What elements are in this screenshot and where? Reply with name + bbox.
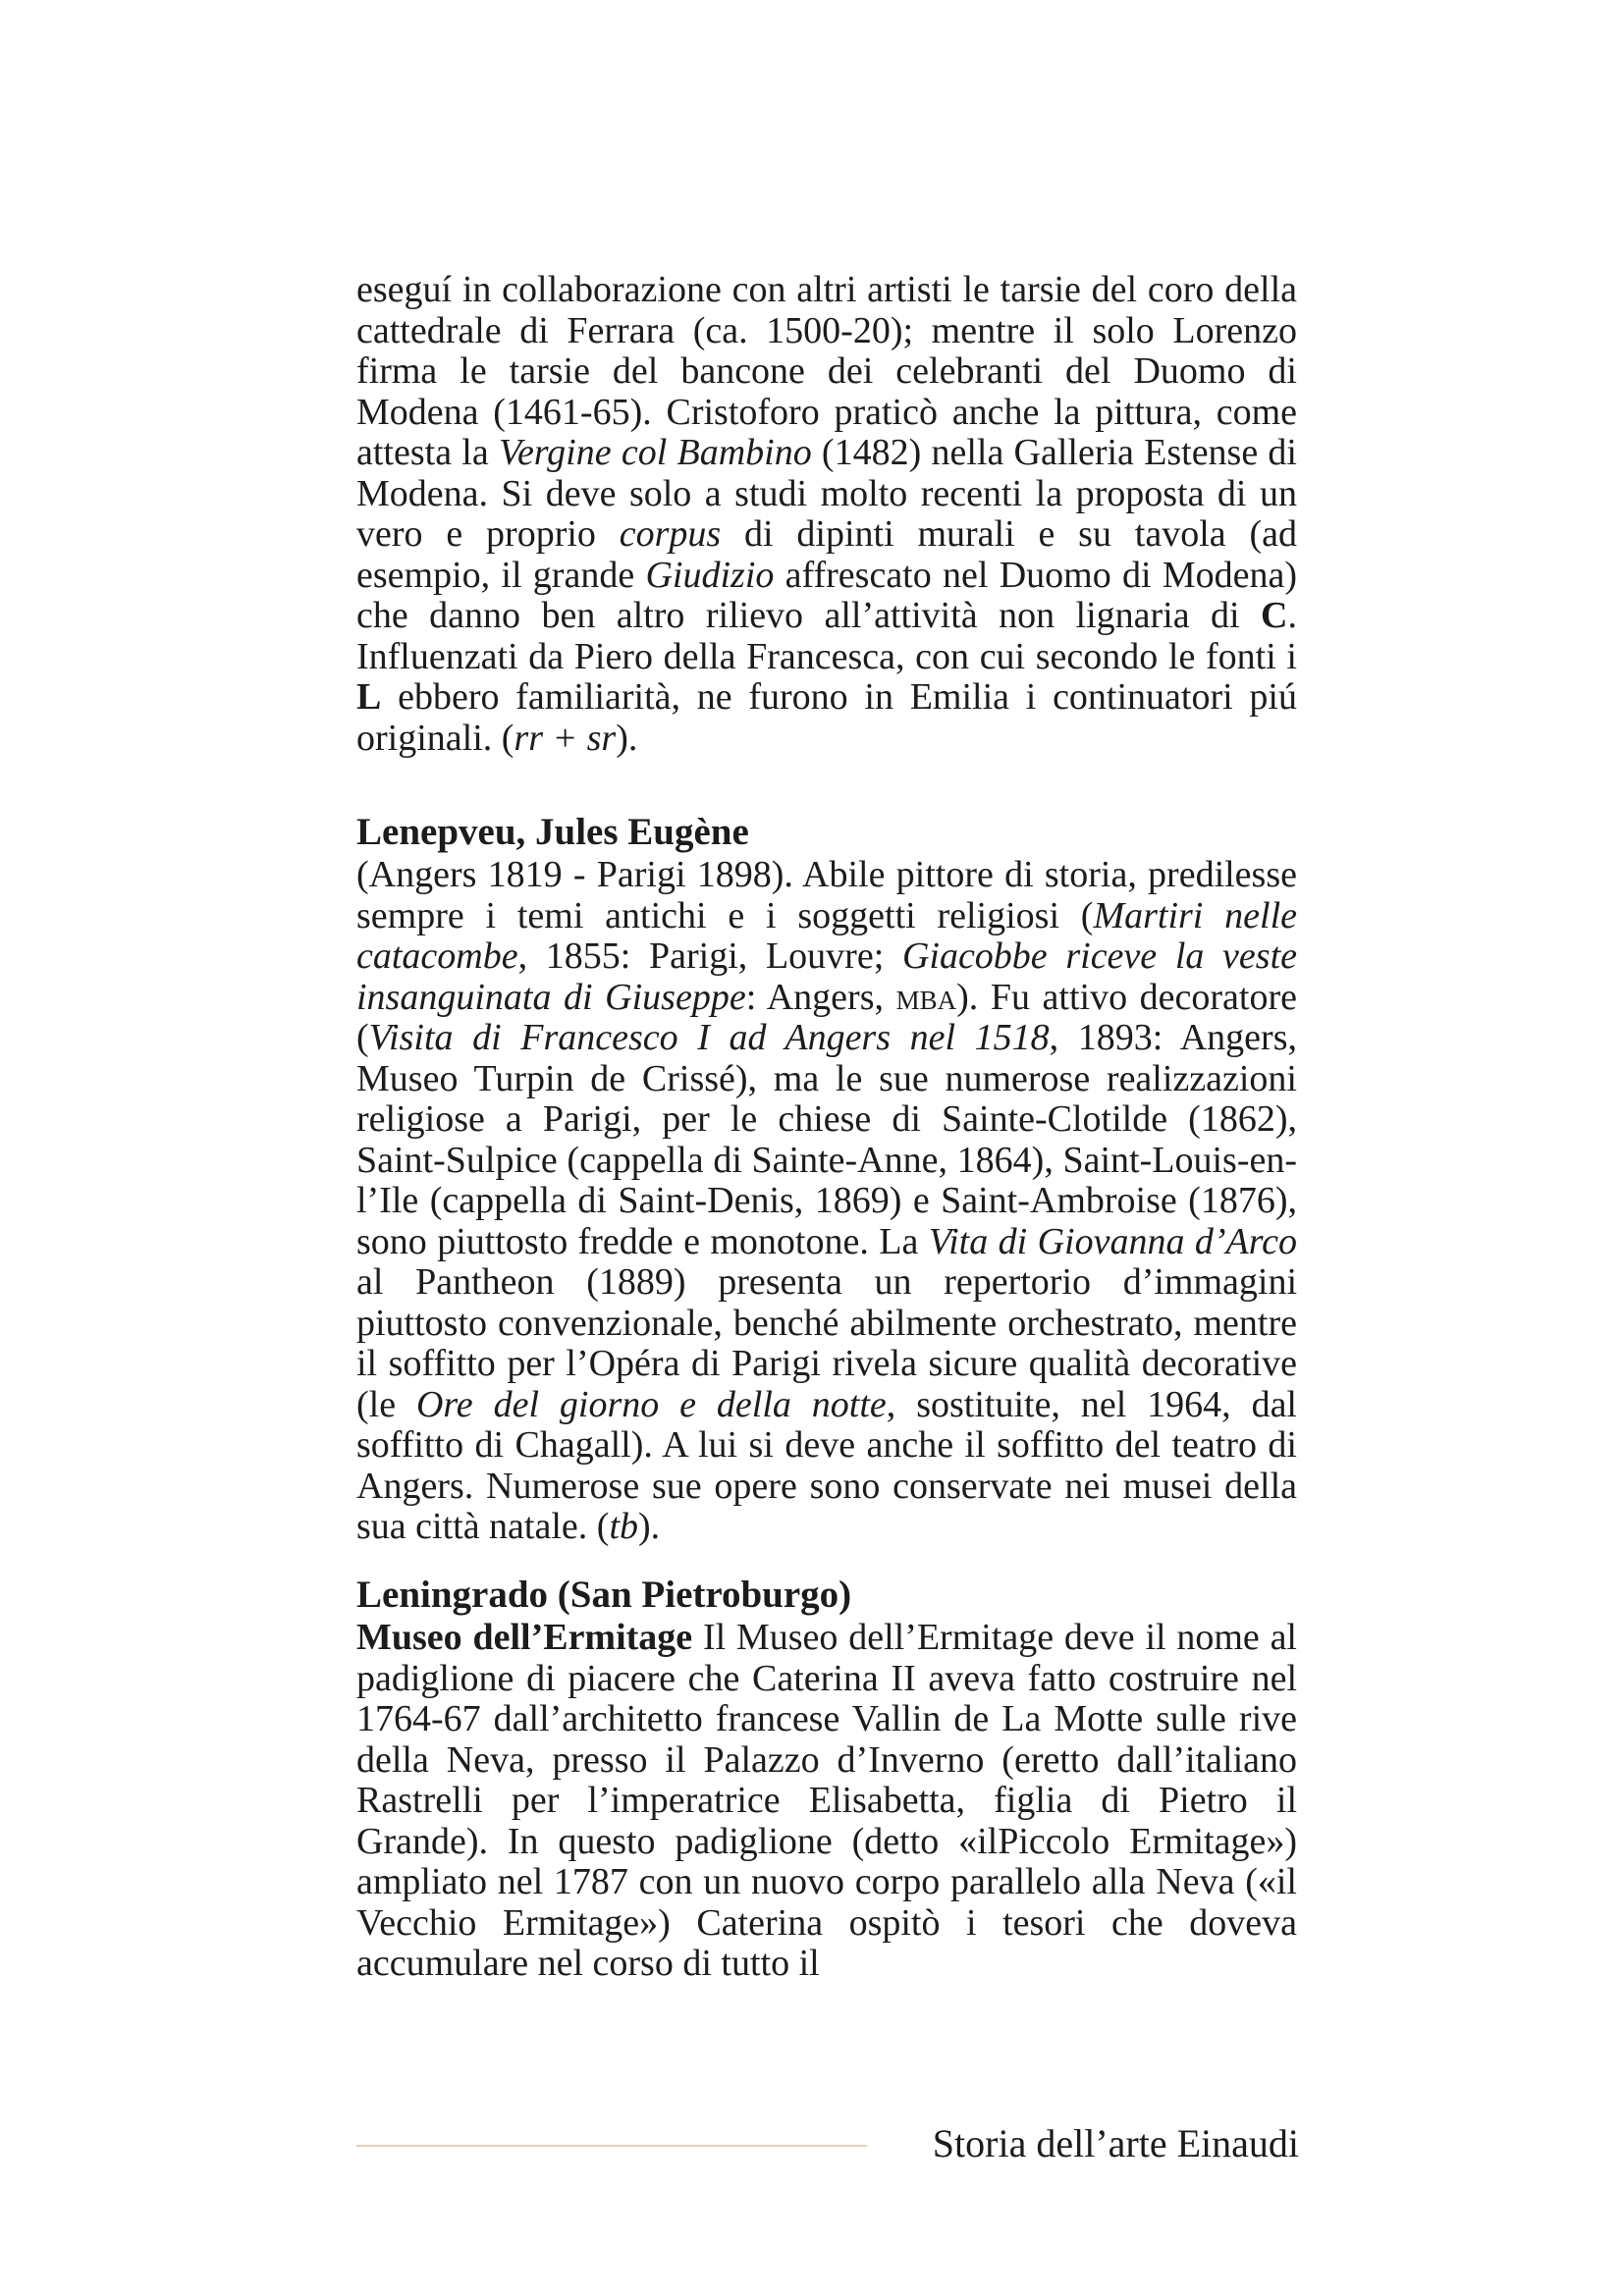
text-run: ). — [638, 1506, 661, 1547]
artwork-title: Vita di Giovanna d’Arco — [928, 1220, 1297, 1262]
entry-continued — [356, 270, 1297, 759]
author-initials: tb — [609, 1506, 638, 1547]
artwork-title: Ore del giorno e della notte — [415, 1383, 887, 1425]
artwork-title: Visita di Francesco I ad Angers nel 1518 — [368, 1017, 1050, 1058]
artwork-title: Giudizio — [645, 554, 775, 596]
bold-abbreviation: C — [1261, 595, 1288, 636]
text-run: eseguí in collaborazione con altri artisti le tarsie del coro della cattedrale di Ferrara (ca. 1500-20); mentre il solo Lorenzo firma le tarsie del bancone dei celebranti del Duomo di Modena (1461-65). Cristoforo praticò anche la pittura, come attesta la — [356, 269, 1297, 473]
text-run: , sostituite, nel 1964, dal soffitto di Chagall). A lui si deve anche il soffitto del teatro di Angers. Numerose sue opere sono conservate nei musei della sua città natale. ( — [356, 1383, 1297, 1547]
text-run: , 1855: Parigi, Louvre; — [517, 935, 902, 977]
artwork-title: Martiri nelle catacombe — [356, 894, 1297, 977]
entry-subheading: Museo dell’Ermitage — [356, 1617, 693, 1658]
text-run: di dipinti murali e su tavola (ad esempio, il grande — [356, 513, 1297, 596]
text-run: Il Museo dell’Ermitage deve il nome al padiglione di piacere che Caterina II aveva fatto costruire nel 1764-67 dall’architetto francese Vallin de La Motte sulle rive della Neva, presso il Palazzo d’Inverno (eretto dall’italiano Rastrelli per l’imperatrice Elisabetta, figlia di Pietro il Grande). In questo padiglione (detto «ilPiccolo Ermitage») ampliato nel 1787 con un nuovo corpo parallelo alla Neva («il Vecchio Ermitage») Caterina ospitò i tesori che doveva accumulare nel corso di tutto il — [356, 1617, 1297, 1984]
entry-paragraph — [356, 855, 1297, 1548]
entry-lenepveu — [356, 811, 1297, 1548]
entry-heading: Lenepveu, Jules Eugène — [356, 811, 749, 853]
entry-continued-paragraph — [356, 270, 1297, 759]
footer-rule — [356, 2145, 867, 2147]
text-run: (1482) nella Galleria Estense di Modena. Si deve solo a studi molto recenti la proposta di un vero e proprio — [356, 432, 1297, 555]
text-run: , 1893: Angers, Museo Turpin de Crissé), ma le sue numerose realizzazioni religiose a Parigi, per le chiese di Sainte-Clotilde (1862), Saint-Sulpice (cappella di Sainte-Anne, 1864), Saint-Louis-en-l’Ile (cappella di Saint-Denis, 1869) e Saint-Ambroise (1876), sono piuttosto fredde e monotone. La — [356, 1017, 1297, 1262]
text-run: ebbero familiarità, ne furono in Emilia i continuatori piú originali. ( — [356, 676, 1297, 759]
text-run: ). — [616, 717, 638, 759]
text-run: . Influenzati da Piero della Francesca, con cui secondo le fonti i — [356, 595, 1297, 677]
text-run: affrescato nel Duomo di Modena) che danno ben altro rilievo all’attività non lignaria di — [356, 554, 1297, 636]
text-run: al Pantheon (1889) presenta un repertorio d’immagini piuttosto convenzionale, benché abilmente orchestrato, mentre il soffitto per l’Opéra di Parigi rivela sicure qualità decorative (le — [356, 1261, 1297, 1425]
entry-paragraph — [356, 1618, 1297, 1985]
footer-title: Storia dell’arte Einaudi — [932, 2121, 1299, 2165]
bold-abbreviation: L — [356, 676, 382, 718]
text-run: (Angers 1819 - Parigi 1898). Abile pittore di storia, predilesse sempre i temi antichi e i soggetti religiosi ( — [356, 854, 1297, 936]
entry-heading: Leningrado (San Pietroburgo) — [356, 1574, 852, 1616]
italic-term: corpus — [619, 513, 722, 555]
museum-abbreviation: mba — [895, 976, 957, 1018]
artwork-title: Giacobbe riceve la veste insanguinata di Giuseppe — [356, 935, 1298, 1018]
text-run: : Angers, — [745, 976, 896, 1018]
artwork-title: Vergine col Bambino — [498, 432, 812, 473]
author-initials: rr + sr — [514, 717, 617, 759]
text-run: ). Fu attivo decoratore ( — [356, 976, 1297, 1058]
entry-leningrado — [356, 1574, 1297, 1985]
